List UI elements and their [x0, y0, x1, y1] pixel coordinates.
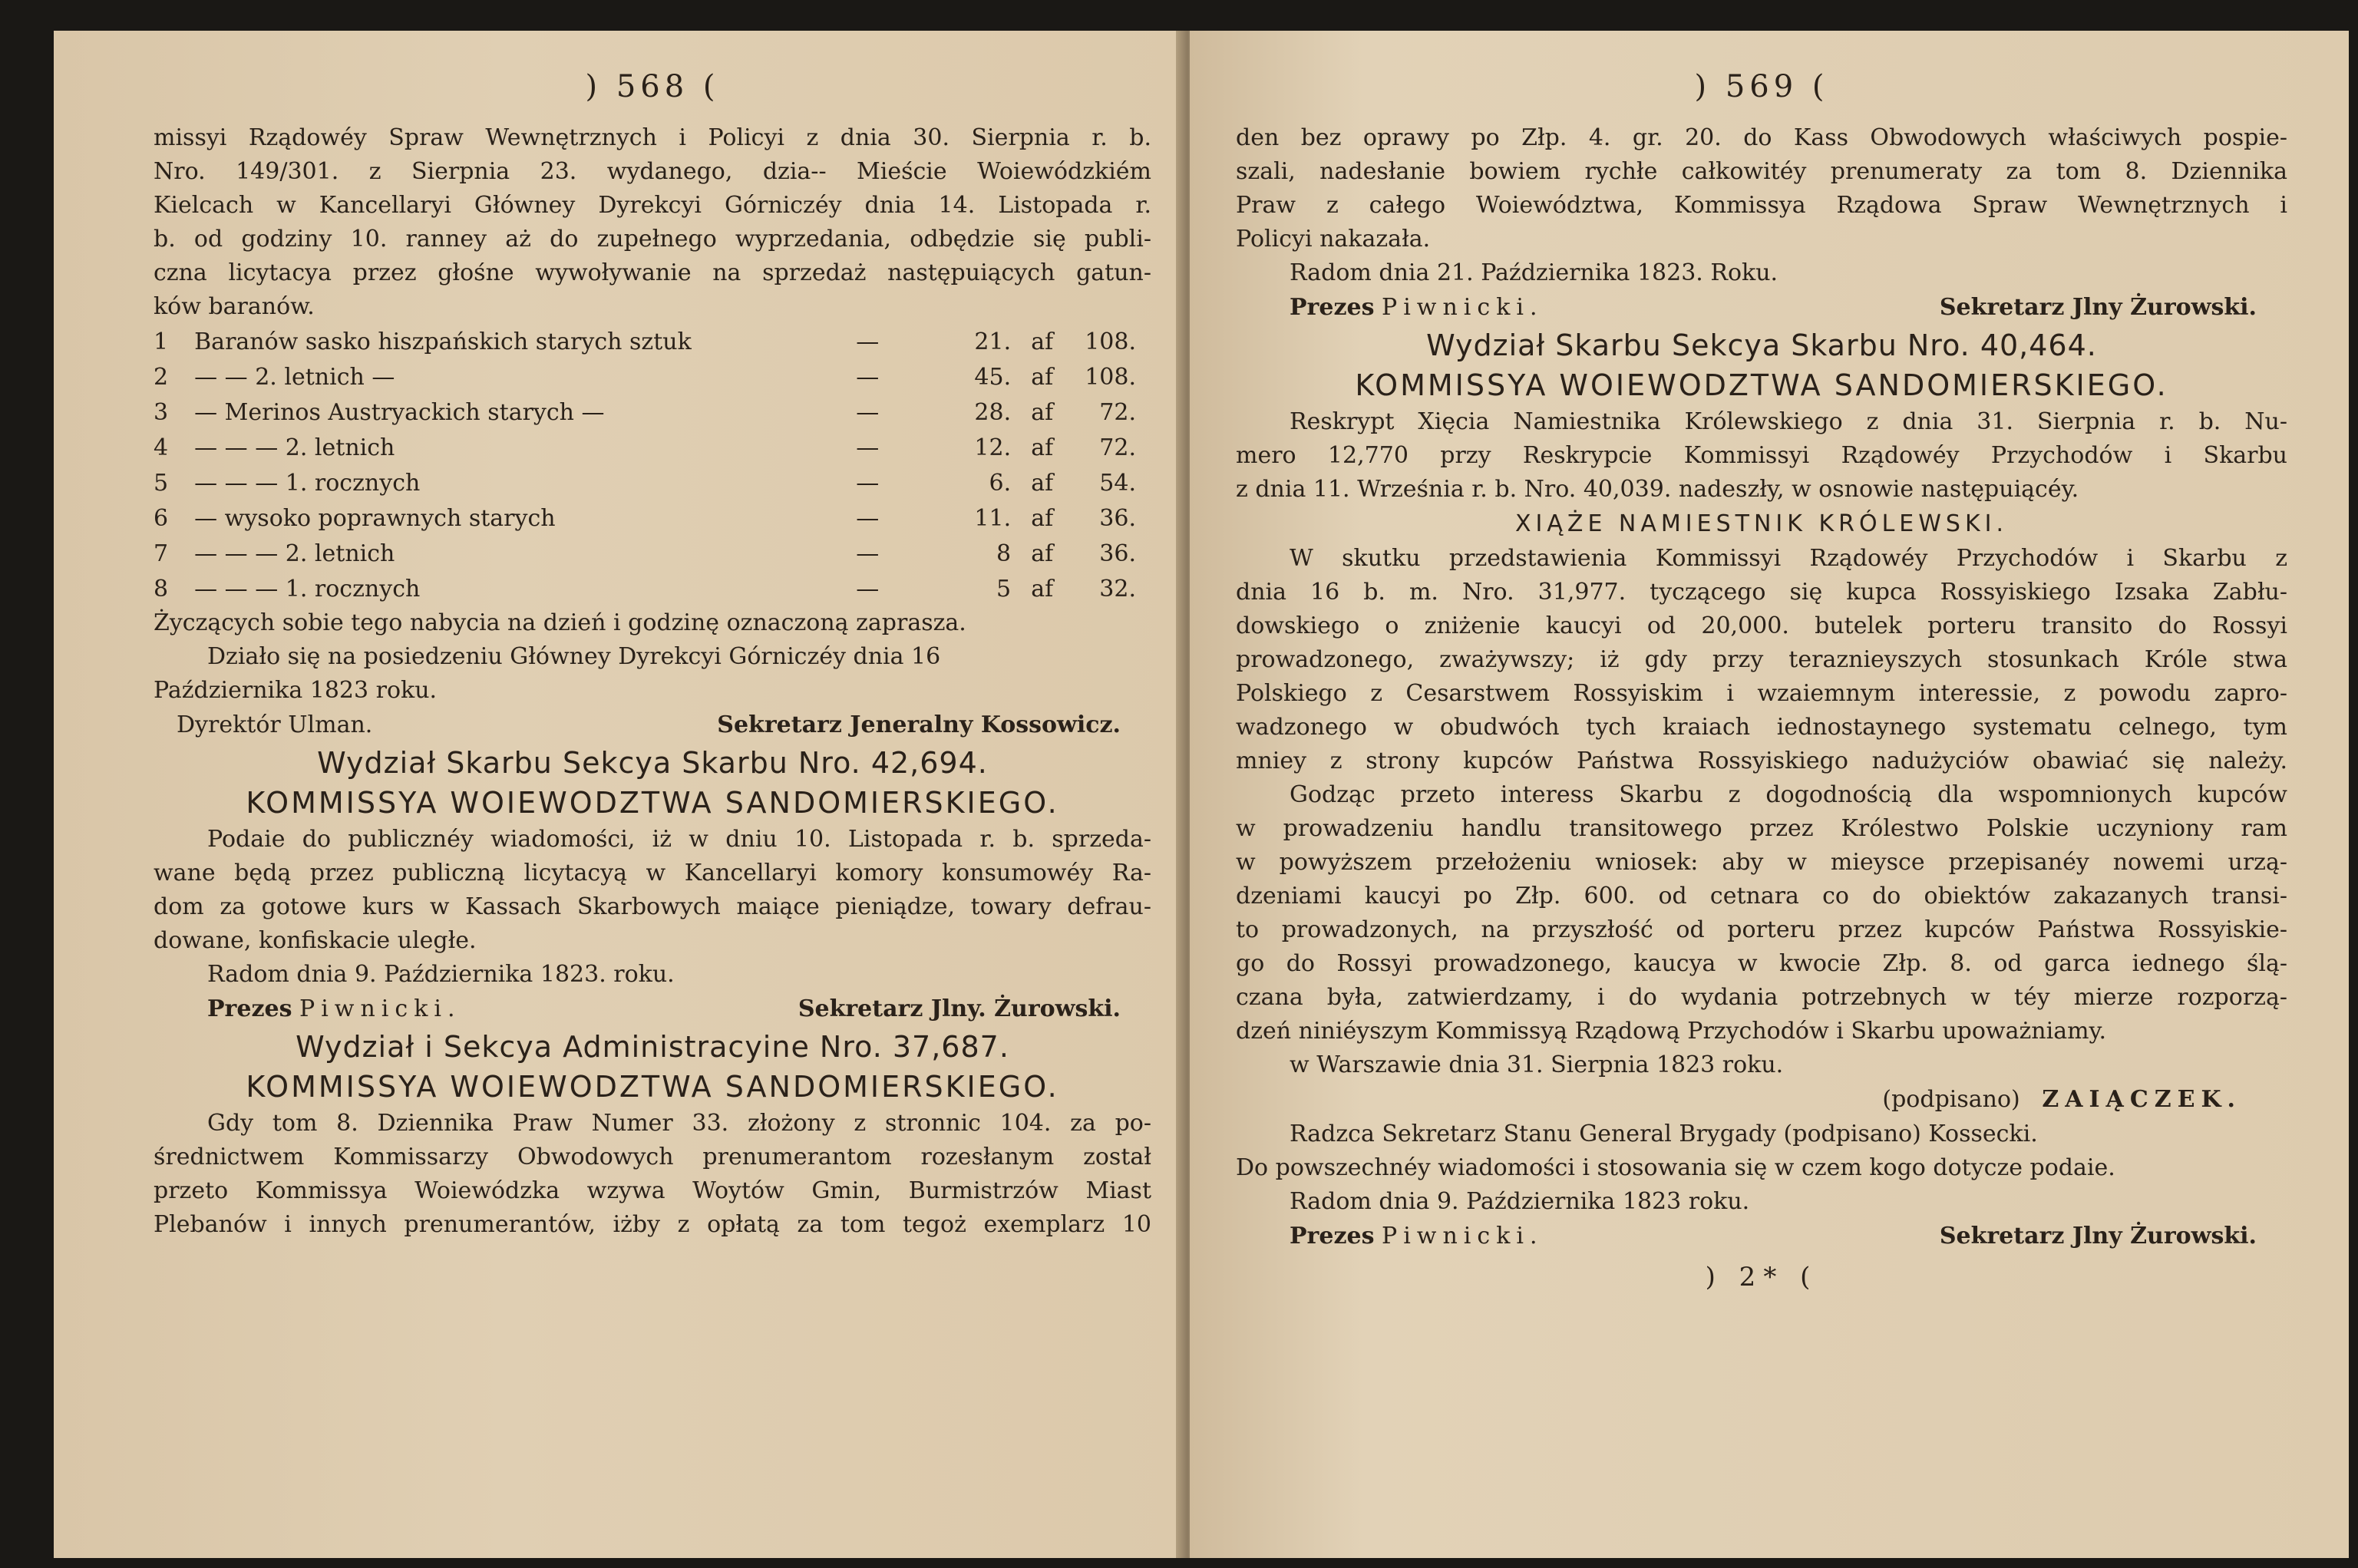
text-line: prowadzonego, zważywszy; iż gdy przy teraznieyszych stosunkach Króle stwa	[1236, 646, 2287, 673]
section-heading: Wydział i Sekcya Administracyine Nro. 37,687.	[296, 1030, 1009, 1064]
text-line: b. od godziny 10. ranney aż do zupełnego wyprzedania, odbędzie się publi-	[154, 226, 1151, 253]
row-to: 72.	[1099, 434, 1136, 461]
rescript-paragraph	[1236, 405, 2287, 507]
text-line: wane będą przez publiczną licytacyą w Kancellaryi komory konsumowéy Ra-	[154, 860, 1151, 886]
text-line: go do Rossyi prowadzonego, kaucya w kwocie Złp. 8. od garca iednego ślą-	[1236, 950, 2287, 977]
row-number: 1	[154, 328, 169, 355]
row-to: 36.	[1099, 504, 1136, 532]
text-line: W skutku przedstawienia Kommissyi Rządowéy Przychodów i Skarbu z	[1290, 545, 2287, 572]
table-row	[154, 394, 1136, 430]
text-line: dzeniami kaucyi po Złp. 600. od cetnara co do obiektów zakazanych transi-	[1236, 883, 2287, 909]
row-from: 8	[996, 540, 1012, 567]
section-heading: Wydział Skarbu Sekcya Skarbu Nro. 40,464.	[1426, 328, 2097, 362]
secretary-signature: Sekretarz Jeneralny Kossowicz.	[717, 711, 1121, 738]
row-to: 108.	[1085, 328, 1136, 355]
page-number-left: ) 568 (	[585, 69, 720, 104]
row-dash: —	[856, 504, 880, 532]
row-af: af	[1031, 575, 1054, 602]
commission-heading: KOMMISSYA WOIEWODZTWA SANDOMIERSKIEGO.	[1355, 368, 2168, 402]
text-line: Polskiego z Cesarstwem Rossyiskim i wzaiemnym interessie, z powodu zapro-	[1236, 680, 2287, 707]
commission-heading: KOMMISSYA WOIEWODZTWA SANDOMIERSKIEGO.	[246, 786, 1059, 820]
text-line: dom za gotowe kurs w Kassach Skarbowych maiące pieniądze, towary defrau-	[154, 893, 1151, 920]
table-row	[154, 359, 1136, 394]
viceroy-name: ZAIĄCZEK.	[2042, 1086, 2241, 1113]
row-to: 54.	[1099, 469, 1136, 497]
row-desc: — Merinos Austryackich starych —	[194, 398, 605, 426]
date-line: Radom dnia 21. Października 1823. Roku.	[1290, 259, 1778, 286]
invitation-line: Życzących sobie tego nabycia na dzień i godzinę oznaczoną zaprasza.	[154, 609, 966, 636]
row-desc: — — — 1. rocznych	[194, 575, 421, 602]
row-dash: —	[856, 469, 880, 497]
row-dash: —	[856, 575, 880, 602]
text-line: missyi Rządowéy Spraw Wewnętrznych i Policyi z dnia 30. Sierpnia r. b.	[154, 124, 1151, 151]
signature-row	[1236, 1219, 2287, 1254]
row-desc: — — — 1. rocznych	[194, 469, 421, 497]
row-dash: —	[856, 328, 880, 355]
text-line: Podaie do publicznéy wiadomości, iż w dniu 10. Listopada r. b. sprzeda-	[207, 826, 1151, 853]
text-line: przeto Kommissya Woiewódzka wzywa Woytów Gmin, Burmistrzów Miast	[154, 1177, 1151, 1204]
row-from: 5	[996, 575, 1012, 602]
row-number: 7	[154, 540, 169, 567]
text-line: Kielcach w Kancellaryi Główney Dyrekcyi Górniczéy dnia 14. Listopada r.	[154, 192, 1151, 219]
row-desc: — — 2. letnich —	[194, 363, 395, 391]
president-label: Prezes	[1290, 294, 1375, 321]
row-to: 32.	[1099, 575, 1136, 602]
row-number: 6	[154, 504, 169, 532]
row-from: 11.	[974, 504, 1012, 532]
signature-mark: ) 2* (	[1705, 1262, 1818, 1292]
text-line: Praw z całego Woiewództwa, Kommissya Rządowa Spraw Wewnętrznych i	[1236, 192, 2287, 219]
table-row	[154, 430, 1136, 465]
text-line: Działo się na posiedzeniu Główney Dyrekcyi Górniczéy dnia 16	[207, 643, 941, 670]
left-page	[54, 31, 1182, 1558]
row-dash: —	[856, 363, 880, 391]
row-to: 108.	[1085, 363, 1136, 391]
viceroy-heading: XIĄŻE NAMIESTNIK KRÓLEWSKI.	[1514, 510, 2009, 537]
row-af: af	[1031, 540, 1054, 567]
text-line: mniey z strony kupców Państwa Rossyiskiego nadużyciów obawiać się należy.	[1236, 748, 2287, 774]
row-desc: Baranów sasko hiszpańskich starych sztuk	[194, 328, 692, 355]
table-row	[154, 571, 1136, 606]
secretary-signature: Sekretarz Jlny Żurowski.	[1939, 1223, 2257, 1249]
text-line: Plebanów i innych prenumerantów, iżby z opłatą za tom tegoż exemplarz 10	[154, 1211, 1151, 1238]
date-line: Radom dnia 9. Października 1823. roku.	[207, 961, 675, 988]
text-line: Października 1823 roku.	[154, 677, 438, 704]
text-line: średnictwem Kommissarzy Obwodowych prenumerantom rozesłanym został	[154, 1144, 1151, 1170]
table-row	[154, 324, 1136, 359]
row-af: af	[1031, 363, 1054, 391]
row-desc: — — — 2. letnich	[194, 434, 395, 461]
text-line: Nro. 149/301. z Sierpnia 23. wydanego, dzia-- Mieście Woiewódzkiém	[154, 158, 1151, 185]
row-af: af	[1031, 469, 1054, 497]
text-line: dowskiego o zniżenie kaucyi od 20,000. butelek porteru transito do Rossyi	[1236, 612, 2287, 639]
publish-line: Do powszechnéy wiadomości i stosowania się w czem kogo dotycze podaie.	[1236, 1154, 2115, 1181]
notice-paragraph	[154, 1107, 1151, 1242]
text-line: Gdy tom 8. Dziennika Praw Numer 33. złożony z stronnic 104. za po-	[207, 1110, 1151, 1137]
sheep-table	[154, 324, 1136, 606]
row-desc: — wysoko poprawnych starych	[194, 504, 556, 532]
text-line: dnia 16 b. m. Nro. 31,977. tyczącego się kupca Rossyiskiego Izsaka Zabłu-	[1236, 579, 2287, 606]
row-number: 4	[154, 434, 169, 461]
row-number: 2	[154, 363, 169, 391]
text-line: w powyższem przełożeniu wniosek: aby w mieysce przepisanéy nowemi urzą-	[1236, 849, 2287, 876]
text-line: czna licytacya przez głośne wywoływanie na sprzedaż następuiących gatun-	[154, 259, 1151, 286]
text-line: czana była, zatwierdzamy, i do wydania potrzebnych w téy mierze rozporzą-	[1236, 984, 2287, 1011]
row-number: 3	[154, 398, 169, 426]
intro-paragraph-left	[154, 121, 1151, 324]
row-from: 12.	[974, 434, 1012, 461]
decree-body	[1236, 542, 2287, 1048]
row-to: 36.	[1099, 540, 1136, 567]
table-row	[154, 465, 1136, 500]
intro-paragraph-right	[1236, 121, 2287, 256]
commission-heading: KOMMISSYA WOIEWODZTWA SANDOMIERSKIEGO.	[246, 1070, 1059, 1104]
table-row	[154, 500, 1136, 536]
book-spread	[54, 31, 2349, 1558]
text-line: Godząc przeto interess Skarbu z dogodnością dla wspomnionych kupców	[1290, 781, 2287, 808]
president-label: Prezes	[1290, 1223, 1375, 1249]
president-name: Piwnicki.	[1382, 294, 1544, 321]
row-af: af	[1031, 328, 1054, 355]
text-line: ków baranów.	[154, 293, 315, 320]
row-dash: —	[856, 540, 880, 567]
text-line: wadzonego w obudwóch tych kraiach iednostaynego systematu celnego, tym	[1236, 714, 2287, 741]
page-number-right: ) 569 (	[1694, 69, 1829, 104]
director-signature: Dyrektór Ulman.	[177, 711, 373, 738]
row-number: 8	[154, 575, 169, 602]
notice-paragraph	[154, 823, 1151, 958]
signature-row	[154, 708, 1151, 743]
row-af: af	[1031, 504, 1054, 532]
viceroy-signature-row	[1236, 1082, 2287, 1117]
text-line: dzeń niniéyszym Kommissyą Rządową Przychodów i Skarbu upoważniamy.	[1236, 1018, 2107, 1045]
row-dash: —	[856, 398, 880, 426]
text-line: to prowadzonych, na przyszłość od porteru przez kupców Państwa Rossyiskie-	[1236, 916, 2287, 943]
table-row	[154, 536, 1136, 571]
text-line: w prowadzeniu handlu transitowego przez Królestwo Polskie uczyniony ram	[1236, 815, 2287, 842]
right-page	[1190, 31, 2349, 1558]
signature-row	[154, 992, 1151, 1027]
president-name: Piwnicki.	[299, 995, 461, 1022]
row-from: 21.	[974, 328, 1012, 355]
row-af: af	[1031, 434, 1054, 461]
row-from: 28.	[974, 398, 1012, 426]
signed-label: (podpisano)	[1882, 1086, 2020, 1113]
text-line: Reskrypt Xięcia Namiestnika Królewskiego z dnia 31. Sierpnia r. b. Nu-	[1290, 408, 2287, 435]
text-line: Policyi nakazała.	[1236, 226, 1431, 253]
president-name: Piwnicki.	[1382, 1223, 1544, 1249]
row-desc: — — — 2. letnich	[194, 540, 395, 567]
president-label: Prezes	[207, 995, 292, 1022]
date-line: w Warszawie dnia 31. Sierpnia 1823 roku.	[1290, 1051, 1784, 1078]
text-line: den bez oprawy po Złp. 4. gr. 20. do Kass Obwodowych właściwych pospie-	[1236, 124, 2287, 151]
row-from: 45.	[974, 363, 1012, 391]
counsel-line: Radzca Sekretarz Stanu General Brygady (podpisano) Kossecki.	[1290, 1121, 2038, 1147]
row-af: af	[1031, 398, 1054, 426]
text-line: z dnia 11. Września r. b. Nro. 40,039. nadeszły, w osnowie następuiącéy.	[1236, 476, 2079, 503]
secretary-signature: Sekretarz Jlny. Żurowski.	[798, 995, 1121, 1022]
text-line: dowane, konfiskacie uległe.	[154, 927, 477, 954]
text-line: szali, nadesłanie bowiem rychłe całkowitéy prenumeraty za tom 8. Dziennika	[1236, 158, 2287, 185]
row-to: 72.	[1099, 398, 1136, 426]
signature-row	[1236, 290, 2287, 325]
section-heading: Wydział Skarbu Sekcya Skarbu Nro. 42,694.	[317, 746, 988, 780]
secretary-signature: Sekretarz Jlny Żurowski.	[1939, 294, 2257, 321]
text-line: mero 12,770 przy Reskrypcie Kommissyi Rządowéy Przychodów i Skarbu	[1236, 442, 2287, 469]
row-from: 6.	[989, 469, 1012, 497]
date-line: Radom dnia 9. Października 1823 roku.	[1290, 1188, 1750, 1215]
row-dash: —	[856, 434, 880, 461]
row-number: 5	[154, 469, 169, 497]
